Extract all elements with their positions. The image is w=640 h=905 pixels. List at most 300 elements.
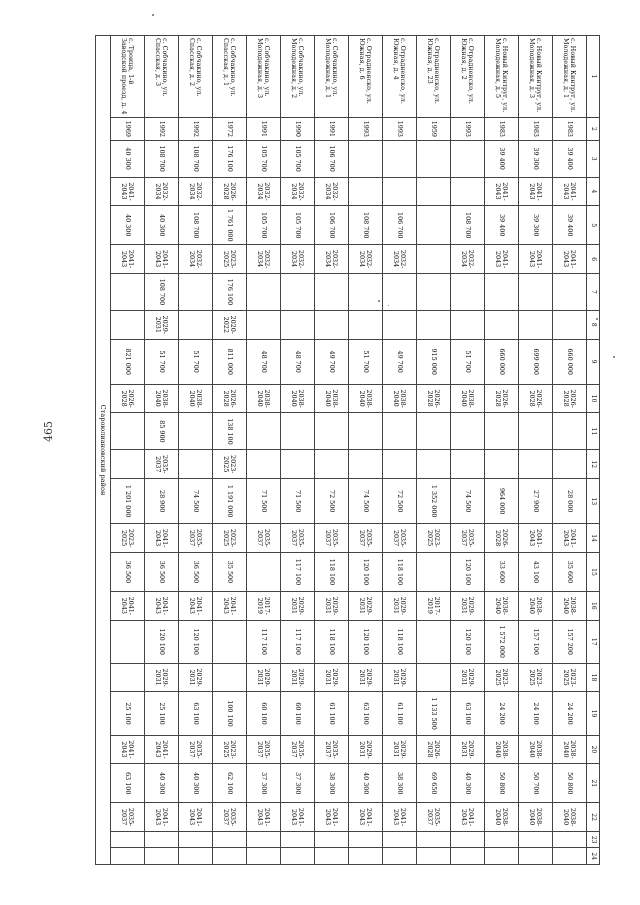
- table-cell: 2041-2043: [485, 245, 519, 274]
- table-cell: 35 600: [553, 552, 587, 591]
- table-cell: [349, 413, 383, 450]
- table-cell: 2023-2025: [519, 663, 553, 692]
- table-row: [349, 36, 383, 865]
- table-cell: [179, 450, 213, 479]
- table-cell: 40 300: [145, 206, 179, 245]
- table-cell: 60 100: [281, 692, 315, 735]
- table-cell: 105 700: [247, 140, 281, 177]
- table-cell: 2038-2040: [519, 803, 553, 832]
- table-cell: 2035-2037: [145, 450, 179, 479]
- table-cell: 39 300: [519, 206, 553, 245]
- table-cell: 176 100: [213, 273, 247, 310]
- table-cell: 2041-2043: [111, 177, 145, 206]
- table-cell: 108 700: [349, 206, 383, 245]
- table-cell: [417, 831, 451, 847]
- column-number: 19: [587, 692, 600, 735]
- table-cell: [417, 140, 451, 177]
- table-cell: 62 100: [213, 764, 247, 803]
- district-row: [96, 36, 111, 865]
- table-cell: 2041-2043: [145, 524, 179, 553]
- table-cell: 36 500: [111, 552, 145, 591]
- table-cell: 40 300: [451, 764, 485, 803]
- table-cell: 2038-2040: [349, 384, 383, 413]
- address-cell: с. Собчакино, ул. Спасская, д. 1: [213, 36, 247, 118]
- address-cell: с. Троица, 1-й Заводской проезд, д. 4: [111, 36, 145, 118]
- table-cell: 2038-2040: [281, 384, 315, 413]
- table-cell: 48 700: [281, 339, 315, 384]
- table-cell: 69 650: [417, 764, 451, 803]
- column-number: 11: [587, 413, 600, 450]
- table-cell: 43 100: [519, 552, 553, 591]
- table-cell: 157 100: [519, 620, 553, 663]
- column-number: 13: [587, 479, 600, 524]
- column-number-row: [587, 36, 600, 865]
- table-cell: 40 300: [145, 764, 179, 803]
- table-cell: 1992: [179, 118, 213, 141]
- table-cell: 138 100: [213, 413, 247, 450]
- table-cell: [281, 273, 315, 310]
- table-cell: 25 100: [145, 692, 179, 735]
- table-cell: [519, 450, 553, 479]
- table-cell: [315, 831, 349, 847]
- table-cell: 118 100: [315, 552, 349, 591]
- table-row: [451, 36, 485, 865]
- table-cell: 72 500: [383, 479, 417, 524]
- table-cell: 2032-2034: [383, 245, 417, 274]
- table-cell: 63 100: [451, 692, 485, 735]
- page-number: 465: [42, 421, 55, 442]
- table-cell: 74 500: [349, 479, 383, 524]
- table-cell: [451, 413, 485, 450]
- table-cell: 2041-2043: [145, 245, 179, 274]
- table-cell: 1993: [383, 118, 417, 141]
- table-cell: 1991: [247, 118, 281, 141]
- table-cell: 2041-2043: [145, 803, 179, 832]
- table-cell: [451, 177, 485, 206]
- rotated-table-container: [95, 35, 600, 865]
- table-cell: [315, 848, 349, 865]
- table-cell: [111, 413, 145, 450]
- table-cell: 2035-2037: [281, 524, 315, 553]
- table-cell: 2041-2043: [519, 245, 553, 274]
- column-number: 12: [587, 450, 600, 479]
- table-cell: 117 100: [247, 620, 281, 663]
- table-cell: [179, 848, 213, 865]
- table-cell: 38 300: [315, 764, 349, 803]
- table-cell: 2038-2040: [383, 384, 417, 413]
- table-cell: 2032-2034: [315, 177, 349, 206]
- table-cell: 2041-2043: [349, 803, 383, 832]
- table-cell: 2029-2031: [145, 310, 179, 339]
- column-number: 16: [587, 591, 600, 620]
- table-cell: 2029-2031: [451, 663, 485, 692]
- table-cell: 37 300: [281, 764, 315, 803]
- table-cell: 51 700: [179, 339, 213, 384]
- table-cell: 2041-2043: [213, 591, 247, 620]
- table-cell: 25 100: [111, 692, 145, 735]
- table-cell: 2041-2043: [281, 803, 315, 832]
- table-cell: 2041-2043: [179, 803, 213, 832]
- table-cell: 2035-2037: [383, 524, 417, 553]
- table-cell: 2041-2043: [247, 803, 281, 832]
- column-number: 20: [587, 735, 600, 764]
- column-number: 15: [587, 552, 600, 591]
- table-cell: [213, 831, 247, 847]
- table-cell: 2038-2040: [315, 384, 349, 413]
- table-cell: 36 500: [145, 552, 179, 591]
- table-cell: 105 700: [247, 206, 281, 245]
- table-cell: 2029-2031: [179, 663, 213, 692]
- table-cell: 2029-2031: [145, 663, 179, 692]
- table-cell: 821 000: [111, 339, 145, 384]
- table-cell: [349, 848, 383, 865]
- table-cell: 71 500: [247, 479, 281, 524]
- table-cell: [417, 620, 451, 663]
- table-cell: 61 100: [383, 692, 417, 735]
- table-cell: [111, 620, 145, 663]
- table-cell: [315, 310, 349, 339]
- table-cell: 2041-2043: [519, 177, 553, 206]
- table-cell: 2038-2040: [519, 591, 553, 620]
- table-cell: 2026-2028: [485, 524, 519, 553]
- table-cell: 2041-2043: [485, 177, 519, 206]
- table-cell: [213, 848, 247, 865]
- table-cell: 39 400: [553, 140, 587, 177]
- table-cell: 2032-2034: [315, 245, 349, 274]
- table-cell: 2035-2037: [179, 735, 213, 764]
- table-cell: 1 201 000: [111, 479, 145, 524]
- table-cell: [451, 450, 485, 479]
- table-cell: [111, 310, 145, 339]
- table-cell: 2032-2034: [179, 245, 213, 274]
- table-cell: 28 900: [145, 479, 179, 524]
- table-cell: 27 900: [519, 479, 553, 524]
- table-cell: [281, 848, 315, 865]
- address-cell: с. Отрадненско, ул. Южная, д. 2: [451, 36, 485, 118]
- table-cell: [451, 140, 485, 177]
- table-cell: 105 700: [281, 206, 315, 245]
- table-cell: 108 700: [145, 273, 179, 310]
- table-cell: [383, 413, 417, 450]
- table-cell: [281, 310, 315, 339]
- table-cell: 39 400: [485, 140, 519, 177]
- table-cell: 1990: [281, 118, 315, 141]
- table-cell: 2035-2037: [179, 524, 213, 553]
- table-cell: 1 352 000: [417, 479, 451, 524]
- table-cell: [519, 310, 553, 339]
- table-cell: [553, 310, 587, 339]
- table-cell: [349, 140, 383, 177]
- table-cell: 2029-2031: [383, 735, 417, 764]
- table-row: [519, 36, 553, 865]
- table-cell: [553, 450, 587, 479]
- table-cell: 2041-2043: [451, 803, 485, 832]
- table-cell: 2032-2034: [247, 177, 281, 206]
- table-cell: 2029-2031: [451, 591, 485, 620]
- table-cell: 118 100: [315, 620, 349, 663]
- table-cell: 2035-2037: [349, 524, 383, 553]
- table-cell: 2041-2043: [553, 177, 587, 206]
- table-cell: [383, 848, 417, 865]
- table-cell: 2041-2043: [111, 591, 145, 620]
- table-cell: 2035-2037: [281, 735, 315, 764]
- table-cell: 2029-2031: [383, 591, 417, 620]
- table-cell: 108 700: [179, 140, 213, 177]
- table-cell: 2023-2025: [213, 245, 247, 274]
- table-cell: 120 100: [145, 620, 179, 663]
- table-cell: 50 700: [519, 764, 553, 803]
- table-cell: 40 300: [111, 206, 145, 245]
- table-cell: [247, 552, 281, 591]
- table-cell: 2038-2040: [451, 384, 485, 413]
- table-cell: 120 100: [451, 620, 485, 663]
- table-cell: [417, 310, 451, 339]
- table-cell: 2035-2037: [213, 803, 247, 832]
- table-cell: 106 700: [315, 206, 349, 245]
- table-cell: [349, 177, 383, 206]
- table-cell: [383, 310, 417, 339]
- table-cell: 40 300: [111, 140, 145, 177]
- table-cell: 2020-2022: [213, 310, 247, 339]
- table-row: [247, 36, 281, 865]
- table-cell: 2038-2040: [553, 591, 587, 620]
- table-cell: 120 100: [451, 552, 485, 591]
- table-cell: 50 800: [553, 764, 587, 803]
- table-cell: 2029-2031: [349, 735, 383, 764]
- table-cell: 39 400: [553, 206, 587, 245]
- table-cell: [485, 273, 519, 310]
- table-cell: 61 100: [315, 692, 349, 735]
- table-cell: 2026-2028: [213, 384, 247, 413]
- table-row: [553, 36, 587, 865]
- table-cell: 120 100: [349, 620, 383, 663]
- table-cell: 2026-2028: [111, 384, 145, 413]
- table-cell: [451, 310, 485, 339]
- address-cell: с. Новый Кинтруг, ул. Молодежная, д. 1: [553, 36, 587, 118]
- table-cell: 2023-2025: [213, 735, 247, 764]
- table-cell: 1 761 000: [213, 206, 247, 245]
- table-row: [281, 36, 315, 865]
- table-cell: 2035-2037: [247, 735, 281, 764]
- table-cell: 2026-2028: [213, 177, 247, 206]
- table-cell: 660 000: [553, 339, 587, 384]
- table-cell: 2035-2037: [111, 803, 145, 832]
- address-cell: с. Собчакино, ул. Молодежная, д. 2: [281, 36, 315, 118]
- table-cell: 2038-2040: [485, 735, 519, 764]
- table-cell: 24 200: [553, 692, 587, 735]
- address-cell: с. Отрадненско, ул. Южная, д. 23: [417, 36, 451, 118]
- table-cell: 2032-2034: [145, 177, 179, 206]
- table-cell: 39 300: [519, 140, 553, 177]
- table-cell: [247, 831, 281, 847]
- table-cell: [349, 273, 383, 310]
- table-cell: 2038-2040: [485, 591, 519, 620]
- table-cell: 2032-2034: [281, 177, 315, 206]
- column-number: 6: [587, 245, 600, 274]
- table-cell: 1983: [485, 118, 519, 141]
- table-cell: [519, 273, 553, 310]
- table-cell: 2026-2028: [553, 384, 587, 413]
- table-cell: [179, 831, 213, 847]
- table-cell: 2029-2031: [349, 591, 383, 620]
- table-cell: 39 400: [485, 206, 519, 245]
- table-cell: [451, 831, 485, 847]
- table-cell: 2038-2040: [485, 803, 519, 832]
- table-cell: [451, 848, 485, 865]
- table-cell: [179, 413, 213, 450]
- table-cell: 2035-2037: [451, 524, 485, 553]
- table-cell: [179, 273, 213, 310]
- table-cell: [417, 552, 451, 591]
- table-cell: 2017-2019: [247, 591, 281, 620]
- table-row: [213, 36, 247, 865]
- table-cell: 1 191 000: [213, 479, 247, 524]
- table-cell: [213, 620, 247, 663]
- table-cell: 74 500: [451, 479, 485, 524]
- table-cell: 120 100: [349, 552, 383, 591]
- table-cell: [281, 831, 315, 847]
- table-cell: 51 700: [349, 339, 383, 384]
- table-cell: 2038-2040: [553, 803, 587, 832]
- column-number: 24: [587, 848, 600, 865]
- table-cell: 2038-2040: [247, 384, 281, 413]
- table-cell: 811 000: [213, 339, 247, 384]
- table-cell: 49 700: [383, 339, 417, 384]
- table-cell: [451, 273, 485, 310]
- table-cell: 964 000: [485, 479, 519, 524]
- table-row: [179, 36, 213, 865]
- table-cell: 699 000: [519, 339, 553, 384]
- table-cell: 2038-2040: [519, 735, 553, 764]
- column-number: 22: [587, 803, 600, 832]
- table-cell: 72 500: [315, 479, 349, 524]
- table-cell: [417, 177, 451, 206]
- table-cell: [179, 310, 213, 339]
- table-cell: 24 200: [485, 692, 519, 735]
- table-cell: 2041-2043: [145, 591, 179, 620]
- column-number: 21: [587, 764, 600, 803]
- table-cell: 2023-2025: [111, 524, 145, 553]
- table-cell: [315, 273, 349, 310]
- table-cell: [417, 413, 451, 450]
- address-cell: с. Отрадненско, ул. Южная, д. 4: [383, 36, 417, 118]
- table-cell: [383, 831, 417, 847]
- table-cell: 51 700: [145, 339, 179, 384]
- address-cell: с. Собчакино, ул. Спасская, д. 3: [145, 36, 179, 118]
- column-number: 17: [587, 620, 600, 663]
- column-number: 7: [587, 273, 600, 310]
- table-cell: 108 700: [179, 206, 213, 245]
- table-cell: 660 000: [485, 339, 519, 384]
- table-cell: [417, 273, 451, 310]
- table-cell: 48 700: [247, 339, 281, 384]
- table-cell: 2029-2031: [315, 663, 349, 692]
- table-cell: [111, 450, 145, 479]
- table-row: [145, 36, 179, 865]
- table-cell: 915 000: [417, 339, 451, 384]
- column-number: 2: [587, 118, 600, 141]
- address-cell: с. Новый Кинтруг, ул. Молодежная, д. 3: [519, 36, 553, 118]
- table-cell: 2038-2040: [145, 384, 179, 413]
- table-cell: 28 000: [553, 479, 587, 524]
- table-cell: 71 500: [281, 479, 315, 524]
- column-number: 1: [587, 36, 600, 118]
- table-cell: 2041-2043: [383, 803, 417, 832]
- table-cell: [349, 310, 383, 339]
- table-cell: 157 200: [553, 620, 587, 663]
- table-cell: 106 700: [315, 140, 349, 177]
- district-label: Староюлиановский район: [96, 36, 111, 865]
- table-cell: 2035-2037: [417, 803, 451, 832]
- table-cell: 117 100: [281, 552, 315, 591]
- table-cell: 2026-2028: [485, 384, 519, 413]
- table-cell: [485, 450, 519, 479]
- table-cell: 106 700: [383, 206, 417, 245]
- table-cell: 2041-2043: [111, 245, 145, 274]
- table-cell: 40 300: [179, 764, 213, 803]
- table-cell: 63 100: [111, 764, 145, 803]
- table-cell: 1993: [451, 118, 485, 141]
- scan-speck: [378, 300, 380, 302]
- table-cell: [349, 450, 383, 479]
- table-cell: 2041-2043: [179, 591, 213, 620]
- table-cell: 2029-2031: [281, 591, 315, 620]
- table-cell: [553, 831, 587, 847]
- table-row: [383, 36, 417, 865]
- table-cell: [485, 310, 519, 339]
- table-cell: [281, 413, 315, 450]
- table-cell: 1992: [145, 118, 179, 141]
- column-number: 18: [587, 663, 600, 692]
- table-cell: 2041-2043: [519, 524, 553, 553]
- table-row: [111, 36, 145, 865]
- table-cell: 117 100: [281, 620, 315, 663]
- address-cell: с. Собчакино, ул. Молодежная, д. 1: [315, 36, 349, 118]
- table-cell: 2029-2031: [281, 663, 315, 692]
- table-row: [315, 36, 349, 865]
- table-cell: 118 100: [383, 552, 417, 591]
- table-cell: 2029-2031: [451, 735, 485, 764]
- table-cell: 120 100: [179, 620, 213, 663]
- table-cell: [315, 413, 349, 450]
- table-cell: 2041-2043: [315, 803, 349, 832]
- table-cell: 63 100: [179, 692, 213, 735]
- table-cell: [145, 848, 179, 865]
- table-cell: 2038-2040: [553, 735, 587, 764]
- table-cell: 118 100: [383, 620, 417, 663]
- table-cell: [111, 273, 145, 310]
- table-cell: 50 800: [485, 764, 519, 803]
- table-cell: 49 700: [315, 339, 349, 384]
- table-cell: 1972: [213, 118, 247, 141]
- capital-repair-table: [95, 35, 600, 865]
- table-cell: 2023-2025: [485, 663, 519, 692]
- table-cell: 2023-2025: [417, 524, 451, 553]
- table-cell: [281, 450, 315, 479]
- table-cell: [247, 273, 281, 310]
- table-cell: [213, 663, 247, 692]
- table-cell: 176 100: [213, 140, 247, 177]
- table-cell: [417, 206, 451, 245]
- table-cell: 36 500: [179, 552, 213, 591]
- table-cell: 2032-2034: [281, 245, 315, 274]
- table-cell: 108 700: [145, 140, 179, 177]
- scan-speck: [613, 356, 615, 358]
- table-cell: 2035-2037: [247, 524, 281, 553]
- table-cell: 2032-2034: [247, 245, 281, 274]
- address-cell: с. Отрадненско, ул. Южная, д. 6: [349, 36, 383, 118]
- table-cell: 2035-2037: [315, 735, 349, 764]
